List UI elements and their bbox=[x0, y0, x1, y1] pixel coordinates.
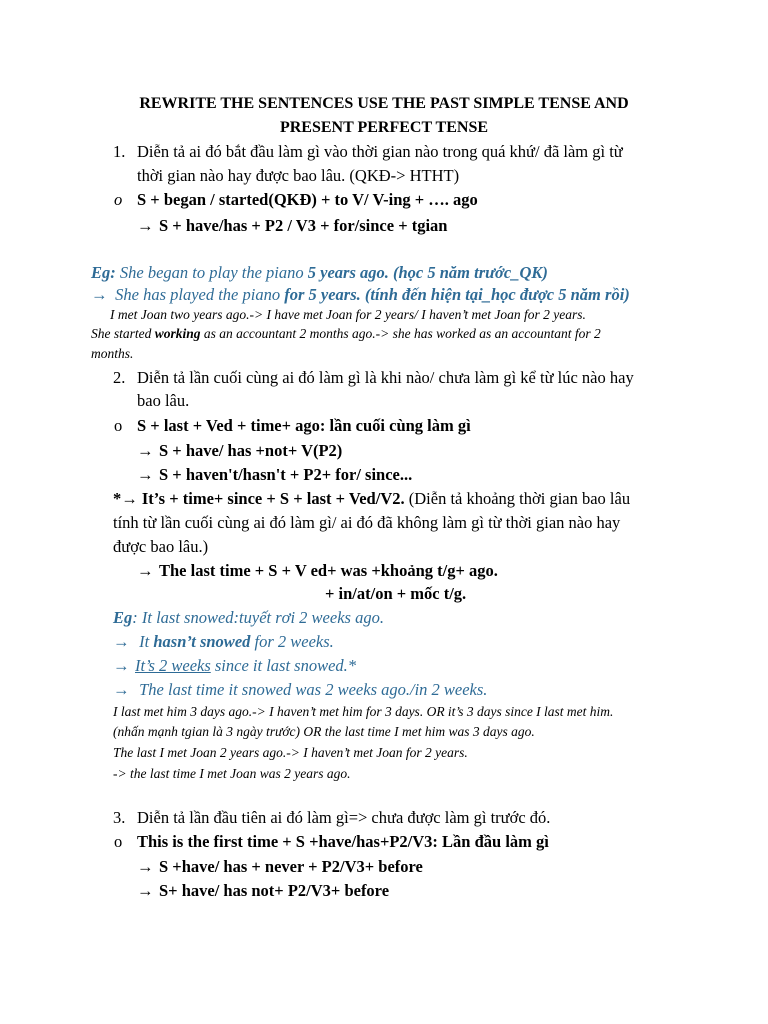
section1-sample2 bbox=[91, 325, 601, 343]
section1-text-line1: Diễn tả ai đó bắt đầu làm gì vào thời gian nào trong quá khứ/ đã làm gì từ bbox=[137, 142, 623, 161]
section2-number: 2. bbox=[113, 368, 126, 387]
star-arrow-icon: *→ bbox=[113, 489, 138, 508]
sample2-text-rest: as an accountant 2 months ago.-> she has worked as an accountant for 2 bbox=[200, 326, 601, 341]
section2-formula4-row bbox=[113, 489, 630, 509]
section3-text-line1: Diễn tả lần đầu tiên ai đó làm gì=> chưa được làm gì trước đó. bbox=[137, 808, 551, 827]
arrow-icon: → bbox=[113, 680, 130, 699]
section2-formula3: S + haven't/hasn't + P2+ for/ since... bbox=[159, 465, 413, 484]
eg-label: Eg: bbox=[91, 263, 116, 282]
section3-formula2-row bbox=[137, 857, 423, 877]
section1-formula2: S + have/has + P2 / V3 + for/since + tgian bbox=[159, 216, 448, 235]
arrow-icon: → bbox=[137, 216, 154, 235]
section2-formula1: S + last + Ved + time+ ago: lần cuối cùng làm gì bbox=[137, 416, 471, 435]
eg-label: Eg bbox=[113, 608, 133, 627]
arrow-icon: → bbox=[137, 465, 154, 484]
section3-formula1: This is the first time + S +have/has+P2/V3: Lần đầu làm gì bbox=[137, 832, 549, 851]
section1-formula1: S + began / started(QKĐ) + to V/ V-ing + …. ago bbox=[137, 190, 478, 209]
section3-number: 3. bbox=[113, 808, 126, 827]
arrow-icon: → bbox=[137, 881, 154, 900]
arrow-icon: → bbox=[113, 632, 130, 651]
arrow-icon: → bbox=[137, 561, 154, 580]
section2-sample3: The last I met Joan 2 years ago.-> I haven’t met Joan for 2 years. bbox=[113, 745, 468, 760]
section2-example2-emphasis: hasn’t snowed bbox=[153, 632, 251, 651]
section2-sample1: I last met him 3 days ago.-> I haven’t met him for 3 days. OR it’s 3 days since I last met him. bbox=[113, 704, 614, 719]
section2-sample4: -> the last time I met Joan was 2 years ago. bbox=[113, 766, 351, 781]
arrow-icon: → bbox=[137, 441, 154, 460]
section2-formula3-row bbox=[137, 465, 412, 485]
section2-example3-underlined: It’s 2 weeks bbox=[135, 656, 211, 675]
section2-example2 bbox=[113, 632, 334, 652]
section2-example3 bbox=[113, 656, 356, 676]
section1-example2 bbox=[91, 285, 630, 305]
section2-example1 bbox=[113, 608, 384, 628]
section2-note-line3: được bao lâu.) bbox=[113, 537, 209, 556]
sample2-emphasis: working bbox=[154, 326, 201, 341]
section2-formula5: The last time + S + V ed+ was +khoảng t/g+ ago. bbox=[159, 561, 498, 580]
document-title-line1: REWRITE THE SENTENCES USE THE PAST SIMPLE TENSE AND bbox=[139, 95, 629, 112]
section2-example3-rest: since it last snowed.* bbox=[210, 656, 357, 675]
section2-example2-rest: for 2 weeks. bbox=[250, 632, 334, 651]
section1-sample1: I met Joan two years ago.-> I have met Joan for 2 years/ I haven’t met Joan for 2 years. bbox=[110, 307, 586, 322]
section2-formula2: S + have/ has +not+ V(P2) bbox=[159, 441, 343, 460]
section1-bullet: o bbox=[114, 190, 123, 209]
section2-example4 bbox=[113, 680, 487, 700]
section2-text-line2: bao lâu. bbox=[137, 391, 190, 410]
section2-bullet: o bbox=[114, 416, 123, 435]
section2-formula6: + in/at/on + mốc t/g. bbox=[325, 584, 467, 603]
section1-sample2-cont: months. bbox=[91, 346, 134, 361]
section3-formula2: S +have/ has + never + P2/V3+ before bbox=[159, 857, 423, 876]
example2-emphasis: for 5 years. (tính đến hiện tại_học được 5 năm rồi) bbox=[284, 285, 630, 304]
section2-formula4: It’s + time+ since + S + last + Ved/V2. bbox=[137, 489, 405, 508]
sample2-text: She started bbox=[91, 326, 155, 341]
section2-text-line1: Diễn tả lần cuối cùng ai đó làm gì là khi nào/ chưa làm gì kể từ lúc nào hay bbox=[137, 368, 634, 387]
section2-note-line2: tính từ lần cuối cùng ai đó làm gì/ ai đó đã không làm gì từ thời gian nào hay bbox=[113, 513, 621, 532]
section1-text-line2: thời gian nào hay được bao lâu. (QKĐ-> HTHT) bbox=[137, 166, 460, 185]
section2-formula4-note: (Diễn tả khoảng thời gian bao lâu bbox=[404, 489, 631, 508]
example1-emphasis: 5 years ago. (học 5 năm trước_QK) bbox=[307, 263, 548, 282]
section2-example2-text: It bbox=[135, 632, 154, 651]
example1-text: She began to play the piano bbox=[115, 263, 308, 282]
section2-example1-text: : It last snowed:tuyết rơi 2 weeks ago. bbox=[132, 608, 384, 627]
section2-sample2: (nhấn mạnh tgian là 3 ngày trước) OR the last time I met him was 3 days ago. bbox=[113, 724, 535, 739]
section2-formula2-row bbox=[137, 441, 342, 461]
section1-example1 bbox=[91, 263, 548, 283]
example2-text: She has played the piano bbox=[111, 285, 285, 304]
section3-bullet: o bbox=[114, 832, 123, 851]
section2-example4-text: The last time it snowed was 2 weeks ago./in 2 weeks. bbox=[135, 680, 488, 699]
arrow-icon: → bbox=[137, 857, 154, 876]
section1-formula2-row bbox=[137, 216, 447, 236]
section1-number: 1. bbox=[113, 142, 126, 161]
document-title-line2: PRESENT PERFECT TENSE bbox=[279, 119, 489, 136]
arrow-icon: → bbox=[91, 285, 108, 304]
arrow-icon: → bbox=[113, 656, 130, 675]
section2-formula5-row bbox=[137, 561, 498, 581]
section3-formula3-row bbox=[137, 881, 389, 901]
section3-formula3: S+ have/ has not+ P2/V3+ before bbox=[159, 881, 390, 900]
